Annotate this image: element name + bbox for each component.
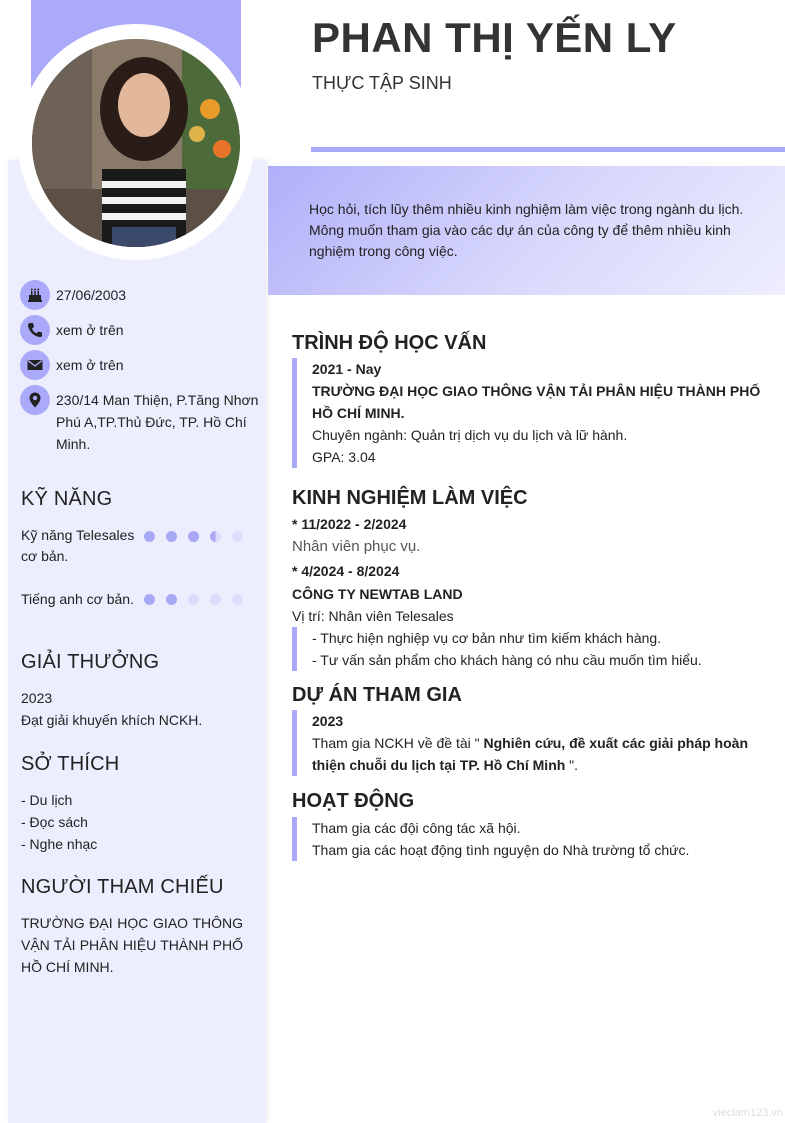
contact-birthday: [20, 284, 260, 310]
award-year: 2023: [21, 690, 53, 706]
education-gpa: GPA: 3.04: [312, 449, 376, 465]
job-title: Nhân viên phục vụ.: [292, 538, 421, 555]
candidate-name: PHAN THỊ YẾN LY: [312, 14, 677, 61]
envelope-icon: [20, 350, 50, 380]
experience-title: KINH NGHIỆM LÀM VIỆC: [292, 487, 528, 509]
project-topic: Nghiên cứu, đề xuất các giải pháp hoàn thiện chuỗi du lịch tại TP. Hồ Chí Minh: [312, 735, 749, 773]
job-duty-item: - Tư vấn sản phẩm cho khách hàng có nhu cầu muốn tìm hiểu.: [312, 652, 702, 668]
references-text: TRƯỜNG ĐẠI HỌC GIAO THÔNG VẬN TẢI PHÂN HIỆU THÀNH PHỐ HỒ CHÍ MINH.: [21, 915, 243, 975]
phone-icon: [20, 315, 50, 345]
education-title: TRÌNH ĐỘ HỌC VẤN: [292, 332, 487, 354]
skill-dot: [144, 531, 155, 542]
references-title: NGƯỜI THAM CHIẾU: [21, 876, 224, 898]
education-school: TRƯỜNG ĐẠI HỌC GIAO THÔNG VẬN TẢI PHÂN HIỆU THÀNH PHỐ HỒ CHÍ MINH.: [312, 383, 761, 421]
contact-email: [20, 354, 260, 380]
hobbies-title: SỞ THÍCH: [21, 753, 120, 775]
skill-item: [21, 589, 251, 610]
birthday-cake-icon: [20, 280, 50, 310]
skill-dot: [166, 531, 177, 542]
skill-dot: [166, 594, 177, 605]
avatar-photo: [32, 39, 240, 247]
project-year: 2023: [312, 713, 344, 729]
objective-box: [268, 166, 785, 295]
project-entry: [292, 710, 762, 776]
address-text: 230/14 Man Thiện, P.Tăng Nhơn Phú A,TP.Thủ Đức, TP. Hồ Chí Minh.: [56, 392, 259, 452]
skill-level: [144, 594, 243, 605]
hobby-item: - Đọc sách: [21, 814, 88, 830]
skill-dot: [210, 594, 221, 605]
skill-dot: [144, 594, 155, 605]
project-description: [312, 732, 762, 776]
candidate-position: THỰC TẬP SINH: [312, 73, 452, 93]
contact-phone: [20, 319, 260, 345]
education-period: 2021 - Nay: [312, 361, 382, 377]
award-text: Đạt giải khuyến khích NCKH.: [21, 712, 203, 728]
activity-item: Tham gia các hoạt động tình nguyện do Nhà trường tổ chức.: [312, 842, 690, 858]
skill-level: [144, 531, 243, 542]
location-pin-icon: [20, 385, 50, 415]
hobby-item: - Du lịch: [21, 792, 73, 808]
objective-text: Học hỏi, tích lũy thêm nhiều kinh nghiệm làm việc trong ngành du lịch. Mông muốn tham gia vào các dự án của công ty để thêm nhiều kinh nghiệm trong công việc.: [309, 201, 744, 259]
job-period: * 11/2022 - 2/2024: [292, 516, 407, 532]
skill-item: [21, 525, 251, 567]
avatar: [32, 39, 240, 247]
job-duty-item: - Thực hiện nghiệp vụ cơ bản như tìm kiếm khách hàng.: [312, 630, 662, 646]
skill-dot: [188, 531, 199, 542]
skill-dot: [188, 594, 199, 605]
hobby-item: - Nghe nhạc: [21, 836, 98, 852]
skill-dot: [210, 531, 221, 542]
job-duties: [292, 627, 762, 671]
birthday-text: 27/06/2003: [56, 287, 127, 303]
awards-title: GIẢI THƯỞNG: [21, 651, 160, 673]
contact-address: [20, 389, 260, 455]
job-company: CÔNG TY NEWTAB LAND: [292, 586, 463, 602]
skill-dot: [232, 531, 243, 542]
project-suffix: ".: [565, 757, 579, 773]
skills-title: KỸ NĂNG: [21, 488, 113, 510]
activities-list: [292, 817, 762, 861]
job-period: * 4/2024 - 8/2024: [292, 563, 400, 579]
phone-text: xem ở trên: [56, 322, 124, 338]
skill-name: Tiếng anh cơ bản.: [21, 591, 134, 607]
activity-item: Tham gia các đội công tác xã hội.: [312, 820, 521, 836]
skill-dot: [232, 594, 243, 605]
header-divider: [311, 147, 785, 152]
education-major: Chuyên ngành: Quản trị dịch vụ du lịch và lữ hành.: [312, 427, 628, 443]
education-entry: [292, 358, 762, 468]
job-role: Vị trí: Nhân viên Telesales: [292, 608, 454, 624]
activities-title: HOẠT ĐỘNG: [292, 790, 415, 812]
project-prefix: Tham gia NCKH về đề tài ": [312, 735, 484, 751]
watermark: vieclam123.vn: [712, 1107, 783, 1119]
email-text: xem ở trên: [56, 357, 124, 373]
projects-title: DỰ ÁN THAM GIA: [292, 684, 462, 706]
skill-name: Kỹ năng Telesales cơ bản.: [21, 527, 135, 564]
